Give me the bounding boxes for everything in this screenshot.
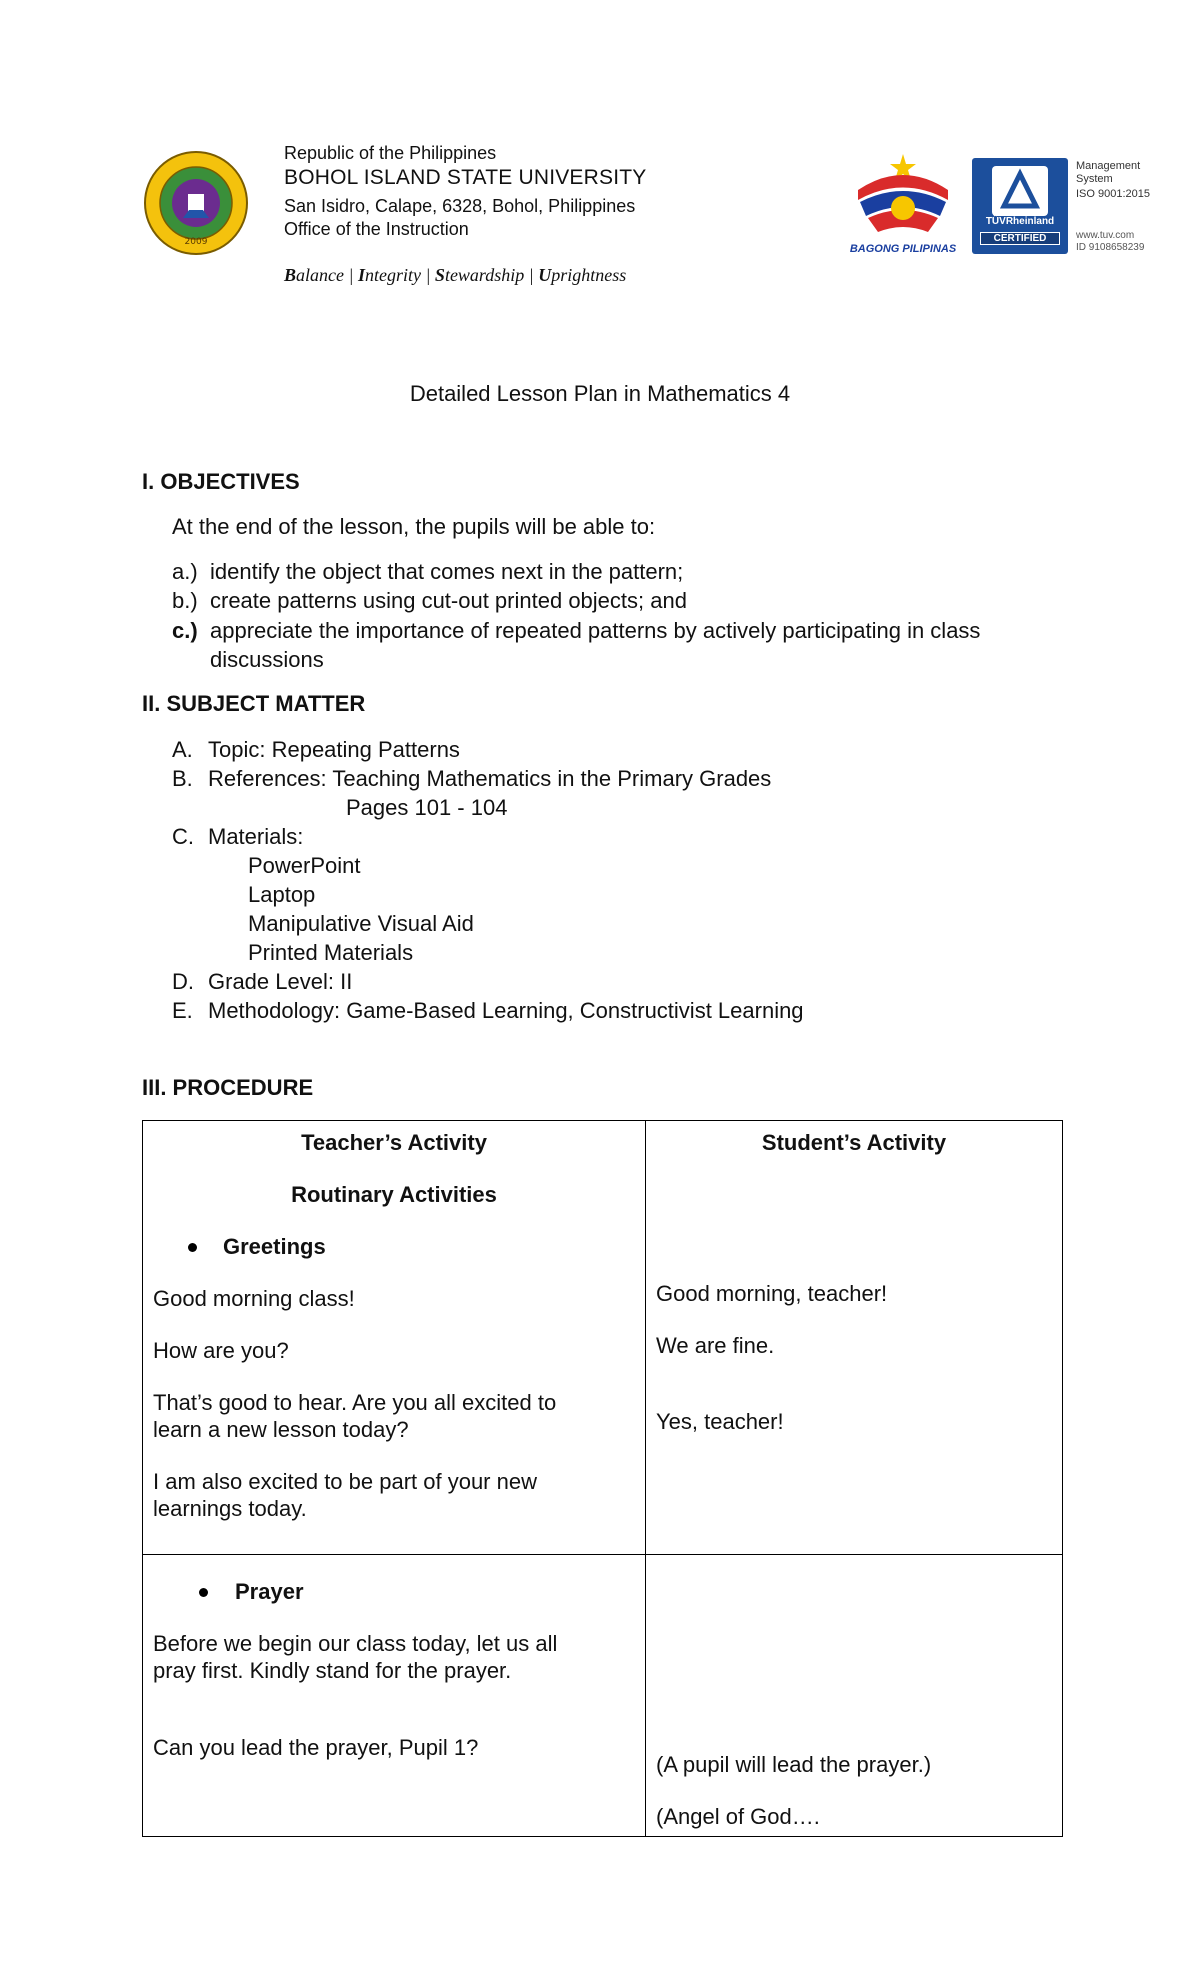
objective-b-text: create patterns using cut-out printed objects; and [210,588,687,613]
objectives-heading: I. OBJECTIVES [142,469,300,494]
motto-initial-4: U [538,265,552,285]
references-pages: Pages 101 - 104 [346,795,508,820]
tuv-mgmt-2: System [1076,173,1113,185]
methodology-label: E. [172,998,193,1023]
material-item: Laptop [248,882,316,907]
motto-initial-1: B [284,265,297,285]
motto-initial-3: S [434,265,445,285]
student-line: (A pupil will lead the prayer.) [656,1752,932,1777]
office-line: Office of the Instruction [284,219,469,239]
table-row [143,1121,1063,1555]
bagong-pilipinas-logo [848,150,958,260]
student-line: (Angel of God…. [656,1804,820,1829]
bullet-icon [199,1588,208,1597]
student-cell [646,1121,1063,1555]
tuv-mgmt-1: Management [1076,160,1141,172]
procedure-heading: III. PROCEDURE [142,1075,314,1100]
university-name: BOHOL ISLAND STATE UNIVERSITY [284,166,647,189]
bagong-pilipinas-text: BAGONG PILIPINAS [849,243,957,255]
material-item: Printed Materials [248,940,414,965]
teacher-line: learnings today. [153,1496,307,1521]
objective-c-label: c.) [172,618,198,643]
student-cell [646,1555,1063,1837]
student-line: We are fine. [656,1333,775,1358]
objective-a-text: identify the object that comes next in the pattern; [210,559,684,584]
teacher-line: learn a new lesson today? [153,1417,409,1442]
teacher-line: Can you lead the prayer, Pupil 1? [153,1735,479,1760]
routinary-activities: Routinary Activities [291,1182,497,1207]
teacher-line: Before we begin our class today, let us all [153,1631,558,1656]
tuv-logo [972,158,1068,254]
teacher-line: That’s good to hear. Are you all excited to [153,1390,557,1415]
university-motto: Balance | Integrity | Stewardship | Uprightness [284,265,627,285]
university-seal [143,150,249,256]
objectives-intro: At the end of the lesson, the pupils will be able to: [172,514,656,539]
student-activity-header: Student’s Activity [761,1130,947,1155]
tuv-iso: ISO 9001:2015 [1076,188,1151,200]
methodology-text: Methodology: Game-Based Learning, Constructivist Learning [208,998,804,1023]
bullet-icon [188,1243,197,1252]
teacher-line: pray first. Kindly stand for the prayer. [153,1658,512,1683]
teacher-cell [143,1121,646,1555]
references-label: B. [172,766,193,791]
tuv-id: ID 9108658239 [1076,242,1145,253]
student-line: Yes, teacher! [656,1409,784,1434]
materials-label: C. [172,824,194,849]
subject-matter-heading: II. SUBJECT MATTER [142,691,366,716]
objective-c-continued: discussions [210,647,324,672]
tuv-certified: CERTIFIED [980,232,1060,245]
teacher-line: I am also excited to be part of your new [153,1469,537,1494]
objective-a-label: a.) [172,559,198,584]
tuv-brand: TÜVRheinland [985,216,1055,227]
prayer-label: Prayer [235,1579,304,1604]
republic-line: Republic of the Philippines [284,143,497,163]
procedure-table [142,1120,1063,1837]
svg-text:2009: 2009 [184,237,208,247]
student-line: Good morning, teacher! [656,1281,888,1306]
tuv-url: www.tuv.com [1076,230,1135,241]
topic-text: Topic: Repeating Patterns [208,737,460,762]
grade-text: Grade Level: II [208,969,353,994]
teacher-cell [143,1555,646,1837]
material-item: PowerPoint [248,853,361,878]
tuv-certification-badge [972,158,1158,256]
material-item: Manipulative Visual Aid [248,911,474,936]
teacher-line: Good morning class! [153,1286,355,1311]
references-text: References: Teaching Mathematics in the Primary Grades [208,766,772,791]
teacher-activity-header: Teacher’s Activity [301,1130,487,1155]
document-title: Detailed Lesson Plan in Mathematics 4 [409,381,791,406]
university-address: San Isidro, Calape, 6328, Bohol, Philippines [284,196,636,216]
greetings-label: Greetings [223,1234,326,1259]
objective-c-text: appreciate the importance of repeated patterns by actively participating in class [210,618,981,643]
table-row [143,1555,1063,1837]
grade-label: D. [172,969,194,994]
topic-label: A. [172,737,193,762]
motto-initial-2: I [357,265,365,285]
teacher-line: How are you? [153,1338,289,1363]
materials-text: Materials: [208,824,304,849]
objective-b-label: b.) [172,588,198,613]
